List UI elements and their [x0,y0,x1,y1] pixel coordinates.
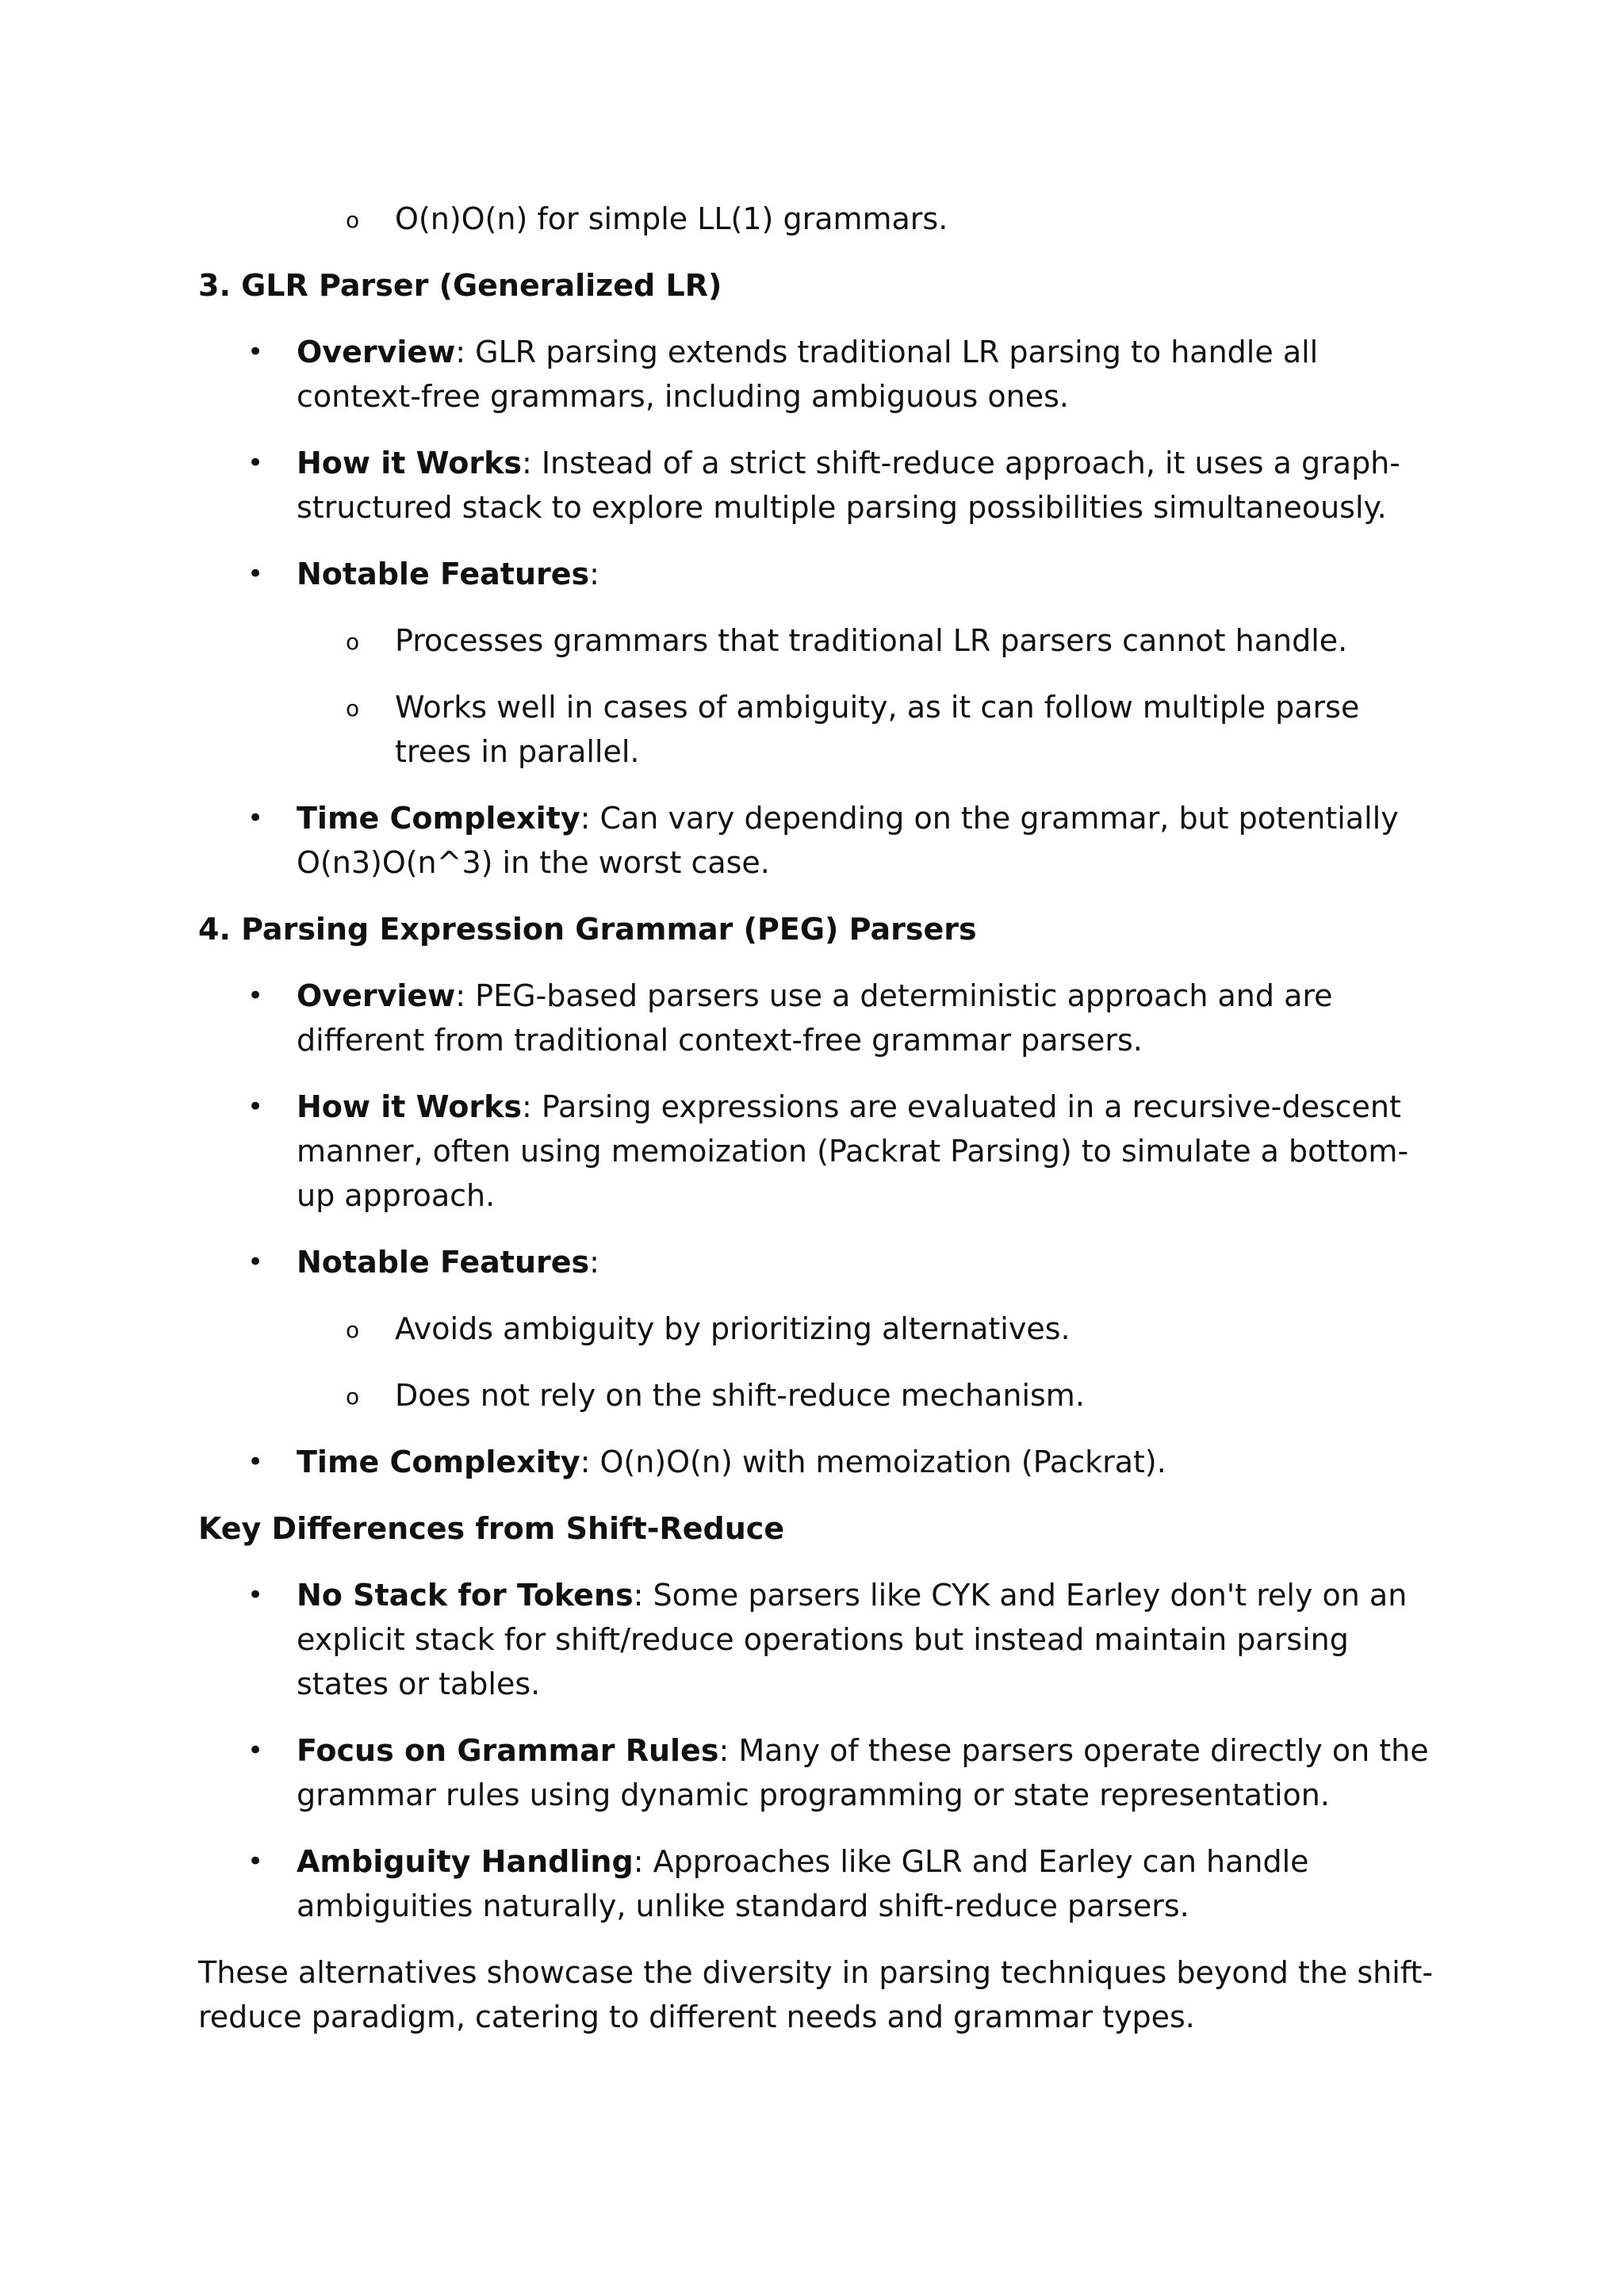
peg-list [198,974,1443,1484]
sub-list-item [297,685,1443,774]
bullet-icon: • [247,1579,264,1611]
section-heading-differences: Key Differences from Shift-Reduce [198,1511,785,1546]
item-text: : O(n)O(n) with memoization (Packrat). [580,1445,1166,1479]
section-heading-peg: 4. Parsing Expression Grammar (PEG) Parsers [198,912,977,947]
item-text: : [589,557,599,591]
item-label: Overview [297,978,456,1013]
sub-item-text: Processes grammars that traditional LR parsers cannot handle. [395,623,1348,658]
list-item [198,1085,1443,1218]
bullet-icon: • [247,802,264,834]
hollow-bullet-icon: o [346,1383,360,1410]
list-item [198,1839,1443,1928]
sub-list-item [297,618,1443,663]
sub-item-text: Avoids ambiguity by prioritizing alternatives. [395,1311,1071,1346]
sub-item-text: Does not rely on the shift-reduce mechanism. [395,1378,1085,1413]
bullet-icon: • [247,1246,264,1278]
list-item [198,1573,1443,1706]
hollow-bullet-icon: o [346,695,360,721]
differences-list [198,1573,1443,1928]
section-heading-glr: 3. GLR Parser (Generalized LR) [198,268,722,303]
sub-list-item [297,1307,1443,1351]
item-label: Time Complexity [297,1445,580,1479]
glr-list [198,330,1443,885]
list-item [198,796,1443,885]
item-text: : GLR parsing extends traditional LR parsing to handle all context-free grammars, including ambiguous ones. [297,335,1319,414]
item-label: Time Complexity [297,801,580,836]
list-item [198,330,1443,419]
sub-list-item [297,1373,1443,1418]
list-item [198,1240,1443,1418]
document-page [198,197,1443,2039]
bullet-icon: • [247,1735,264,1766]
item-text: : Instead of a strict shift-reduce approach, it uses a graph-structured stack to explore multiple parsing possibilities simultaneously. [297,446,1400,525]
bullet-icon: • [247,558,264,590]
hollow-bullet-icon: o [346,207,360,233]
bullet-icon: • [247,447,264,479]
item-text: : Approaches like GLR and Earley can handle ambiguities naturally, unlike standard shift-reduce parsers. [297,1844,1309,1923]
list-item [198,1440,1443,1484]
glr-features-list [297,618,1443,774]
bullet-icon: • [247,1091,264,1123]
item-text: : Many of these parsers operate directly on the grammar rules using dynamic programming or state representation. [297,1733,1429,1812]
hollow-bullet-icon: o [346,1317,360,1343]
list-item-text: O(n)O(n) for simple LL(1) grammars. [395,201,948,236]
sub-item-text: Works well in cases of ambiguity, as it can follow multiple parse trees in parallel. [395,690,1360,769]
bullet-icon: • [247,980,264,1012]
peg-features-list [297,1307,1443,1418]
bullet-icon: • [247,1446,264,1478]
list-item [198,552,1443,774]
item-text: : Can vary depending on the grammar, but potentially O(n3)O(n^3) in the worst case. [297,801,1399,880]
item-text: : PEG-based parsers use a deterministic approach and are different from traditional context-free grammar parsers. [297,978,1333,1058]
item-text: : Parsing expressions are evaluated in a recursive-descent manner, often using memoization (Packrat Parsing) to simulate a bottom-up approach. [297,1089,1409,1213]
item-label: How it Works [297,1089,522,1124]
item-label: Focus on Grammar Rules [297,1733,719,1768]
item-label: Notable Features [297,1245,590,1280]
list-item [198,974,1443,1062]
list-item [198,197,1443,241]
closing-paragraph: These alternatives showcase the diversity in parsing techniques beyond the shift-reduce paradigm, catering to different needs and grammar types. [198,1955,1434,2034]
item-text: : [589,1245,599,1280]
list-item [198,1728,1443,1817]
list-item [198,441,1443,530]
item-label: How it Works [297,446,522,480]
item-label: Overview [297,335,456,369]
item-label: Notable Features [297,557,590,591]
bullet-icon: • [247,336,264,368]
item-label: Ambiguity Handling [297,1844,634,1879]
item-text: : Some parsers like CYK and Earley don't rely on an explicit stack for shift/reduce operations but instead maintain parsing states or tables. [297,1578,1408,1701]
hollow-bullet-icon: o [346,629,360,655]
bullet-icon: • [247,1846,264,1877]
item-label: No Stack for Tokens [297,1578,634,1613]
